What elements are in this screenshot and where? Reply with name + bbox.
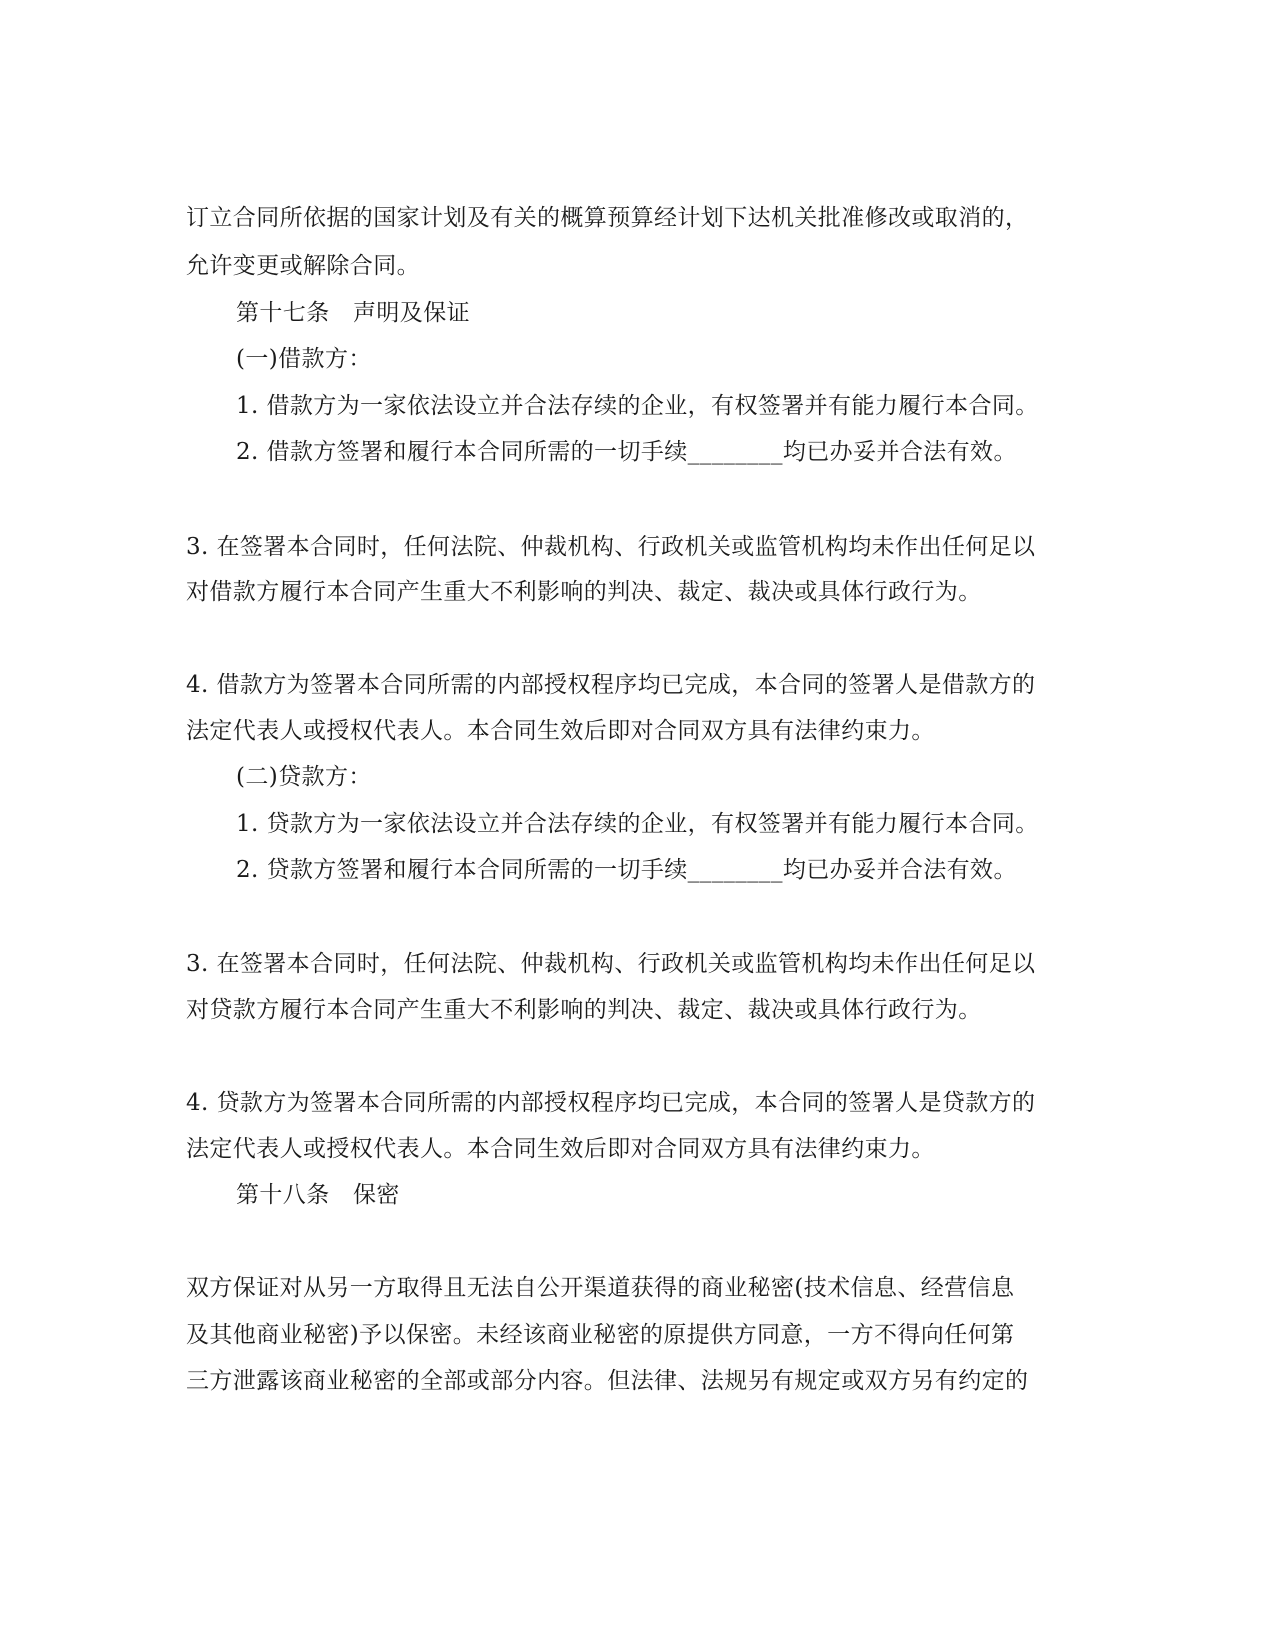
paragraph-line: 订立合同所依据的国家计划及有关的概算预算经计划下达机关批准修改或取消的，: [186, 205, 1029, 231]
paragraph-line: 允许变更或解除合同。: [186, 253, 420, 279]
clause-line: 4. 借款方为签署本合同所需的内部授权程序均已完成，本合同的签署人是借款方的: [186, 672, 1036, 698]
clause-line: 2. 贷款方签署和履行本合同所需的一切手续________均已办妥并合法有效。: [236, 857, 1017, 883]
paragraph-line: 三方泄露该商业秘密的全部或部分内容。但法律、法规另有规定或双方另有约定的: [186, 1368, 1029, 1394]
clause-line: 对借款方履行本合同产生重大不利影响的判决、裁定、裁决或具体行政行为。: [186, 579, 982, 605]
section-heading: (一)借款方：: [236, 346, 372, 372]
clause-line: 法定代表人或授权代表人。本合同生效后即对合同双方具有法律约束力。: [186, 718, 935, 744]
article-heading: 第十八条 保密: [236, 1182, 400, 1208]
clause-line: 3. 在签署本合同时，任何法院、仲裁机构、行政机关或监管机构均未作出任何足以: [186, 951, 1036, 977]
clause-line: 法定代表人或授权代表人。本合同生效后即对合同双方具有法律约束力。: [186, 1136, 935, 1162]
article-heading: 第十七条 声明及保证: [236, 300, 470, 326]
clause-line: 2. 借款方签署和履行本合同所需的一切手续________均已办妥并合法有效。: [236, 439, 1017, 465]
clause-line: 3. 在签署本合同时，任何法院、仲裁机构、行政机关或监管机构均未作出任何足以: [186, 534, 1036, 560]
clause-line: 对贷款方履行本合同产生重大不利影响的判决、裁定、裁决或具体行政行为。: [186, 997, 982, 1023]
section-heading: (二)贷款方：: [236, 764, 372, 790]
clause-line: 1. 借款方为一家依法设立并合法存续的企业，有权签署并有能力履行本合同。: [236, 393, 1039, 419]
paragraph-line: 及其他商业秘密)予以保密。未经该商业秘密的原提供方同意，一方不得向任何第: [186, 1322, 1015, 1348]
paragraph-line: 双方保证对从另一方取得且无法自公开渠道获得的商业秘密(技术信息、经营信息: [186, 1275, 1015, 1301]
clause-line: 1. 贷款方为一家依法设立并合法存续的企业，有权签署并有能力履行本合同。: [236, 811, 1039, 837]
clause-line: 4. 贷款方为签署本合同所需的内部授权程序均已完成，本合同的签署人是贷款方的: [186, 1090, 1036, 1116]
